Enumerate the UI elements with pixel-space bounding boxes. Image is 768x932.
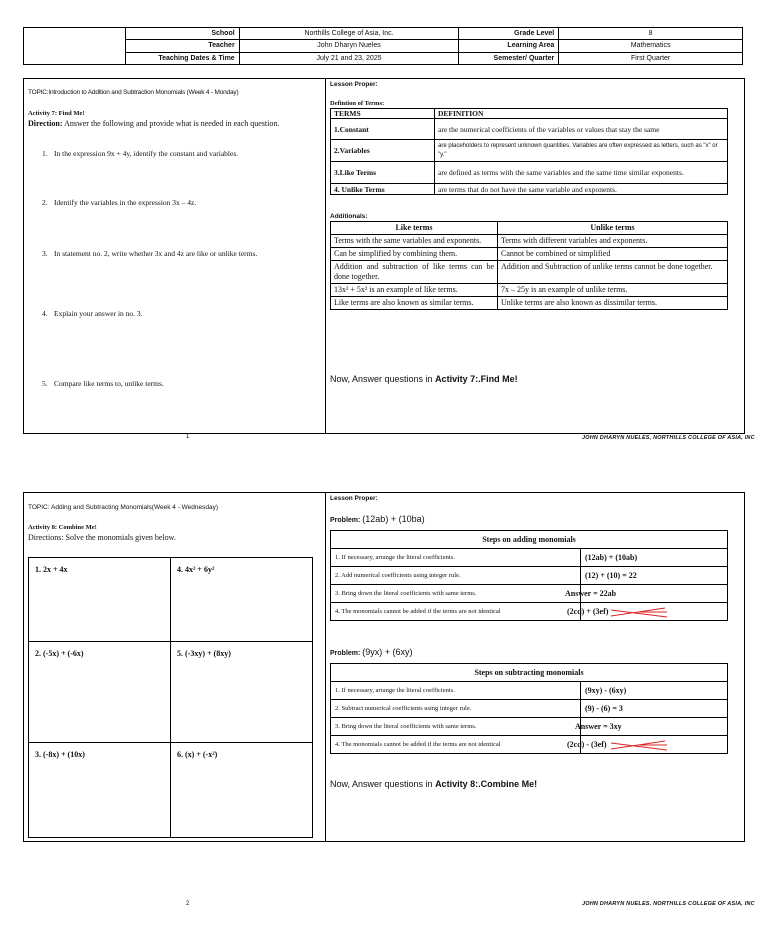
table-cell: Cannot be combined or simplified — [498, 248, 728, 261]
step-example: Answer = 3xy — [581, 718, 728, 736]
step-text: 2. Add numerical coefficients using integer rule. — [331, 567, 581, 585]
header-value: 8 — [559, 28, 743, 40]
header-value: John Dharyn Nueles — [239, 40, 459, 52]
header-label: Teaching Dates & Time — [125, 52, 239, 64]
closing-note: Now, Answer questions in Activity 7:.Find Me! — [330, 374, 518, 384]
additionals-table — [330, 221, 728, 310]
step-text: 4. The monomials cannot be added if the terms are not identical — [331, 603, 581, 621]
table-title: Steps on subtracting monomials — [331, 664, 728, 682]
table-cell: 7x – 25y is an example of unlike terms. — [498, 284, 728, 297]
directions: Directions: Solve the monomials given below. — [28, 533, 176, 542]
cross-out-mark — [609, 738, 669, 752]
definitions-table — [330, 108, 728, 195]
definition-cell: are terms that do not have the same variable and exponents. — [435, 184, 728, 195]
header-label: Semester/ Quarter — [459, 52, 559, 64]
question-1: 1. In the expression 9x + 4y, identify the constant and variables. — [42, 149, 239, 158]
term-cell: 3.Like Terms — [331, 162, 435, 184]
step-example: (2cd) - (3ef) — [581, 736, 728, 754]
page-2 — [23, 492, 745, 842]
header-label: Grade Level — [459, 28, 559, 40]
activity-title: Activity 7: Find Me! — [28, 110, 85, 117]
page-1 — [23, 78, 745, 434]
cross-out-mark — [609, 605, 669, 619]
header-table — [23, 27, 743, 65]
table-header: TERMS — [331, 109, 435, 119]
lesson-column — [326, 79, 744, 433]
problem-cell: 5. (-3xy) + (8xy) — [171, 642, 313, 743]
problem-cell: 4. 4x² + 6y² — [171, 558, 313, 642]
definition-cell: are the numerical coefficients of the variables or values that stay the same — [435, 119, 728, 140]
lesson-proper-label: Lesson Proper: — [330, 495, 378, 502]
step-example: (2cd) + (3ef) — [581, 603, 728, 621]
page-number: 1 — [186, 434, 190, 440]
direction — [28, 119, 322, 129]
question-5: 5. Compare like terms to, unlike terms. — [42, 379, 164, 388]
problem-1: Problem: (12ab) + (10ba) — [330, 514, 425, 524]
step-text: 1. If necessary, arrange the literal coefficients. — [331, 549, 581, 567]
header-value: First Quarter — [559, 52, 743, 64]
step-example: Answer = 22ab — [581, 585, 728, 603]
definition-title: Defintion of Terms: — [330, 100, 385, 107]
problem-cell: 6. (x) + (-x²) — [171, 743, 313, 838]
table-cell: Addition and subtraction of like terms can be done together. — [331, 261, 498, 284]
activity-column — [24, 79, 326, 433]
closing-note: Now, Answer questions in Activity 8:.Combine Me! — [330, 779, 538, 789]
header-value: Mathematics — [559, 40, 743, 52]
subtracting-steps-table — [330, 663, 728, 754]
problem-cell: 3. (-8x) + (10x) — [29, 743, 171, 838]
header-label: School — [125, 28, 239, 40]
header-blank-cell — [24, 28, 126, 65]
step-example: (9) - (6) = 3 — [581, 700, 728, 718]
step-text: 2. Subtract numerical coefficients using integer rule. — [331, 700, 581, 718]
page-number: 2 — [186, 901, 190, 907]
step-text: 3. Bring down the literal coefficients with same terms. — [331, 718, 581, 736]
footer-credit: JOHN DHARYN NUELES, NORTHILLS COLLEGE OF ASIA, INC — [582, 435, 755, 441]
table-title: Steps on adding monomials — [331, 531, 728, 549]
header-value: July 21 and 23, 2025 — [239, 52, 459, 64]
table-cell: Unlike terms are also known as dissimilar terms. — [498, 297, 728, 310]
direction-text: Answer the following and provide what is needed in each question. — [64, 119, 280, 128]
header-value: Northills College of Asia, Inc. — [239, 28, 459, 40]
question-4: 4. Explain your answer in no. 3. — [42, 309, 143, 318]
step-text: 3. Bring down the literal coefficients with same terms. — [331, 585, 581, 603]
step-example: (12) + (10) = 22 — [581, 567, 728, 585]
problem-2: Problem: (9yx) + (6xy) — [330, 647, 413, 657]
table-cell: Terms with the same variables and exponents. — [331, 235, 498, 248]
definition-cell: are placeholders to represent unknown quantities. Variables are often expressed as letters, such as "x" or "y." — [435, 140, 728, 162]
problem-cell: 1. 2x + 4x — [29, 558, 171, 642]
question-3: 3. In statement no. 2, write whether 3x and 4z are like or unlike terms. — [42, 249, 258, 258]
step-example: (12ab) + (10ab) — [581, 549, 728, 567]
step-text: 1. If necessary, arrange the literal coefficients. — [331, 682, 581, 700]
activity-column — [24, 493, 326, 841]
question-2: 2. Identify the variables in the expression 3x – 4z. — [42, 198, 197, 207]
table-cell: 13x² + 5x² is an example of like terms. — [331, 284, 498, 297]
header-label: Teacher — [125, 40, 239, 52]
step-text: 4. The monomials cannot be added if the terms are not identical — [331, 736, 581, 754]
lesson-column — [326, 493, 744, 841]
table-cell: Like terms are also known as similar terms. — [331, 297, 498, 310]
activity-title: Activity 8: Combine Me! — [28, 524, 97, 531]
table-header: Like terms — [331, 222, 498, 235]
table-cell: Can be simplified by combining them. — [331, 248, 498, 261]
table-cell: Terms with different variables and exponents. — [498, 235, 728, 248]
table-cell: Addition and Subtraction of unlike terms cannot be done together. — [498, 261, 728, 284]
footer-credit: JOHN DHARYN NUELES, NORTHILLS COLLEGE OF ASIA, INC — [582, 901, 755, 907]
topic: TOPIC:Introduction to Addition and Subtraction Monomials (Week 4 - Monday) — [28, 89, 239, 96]
definition-cell: are defined as terms with the same variables and the same time similar exponents. — [435, 162, 728, 184]
table-header: Unlike terms — [498, 222, 728, 235]
problem-cell: 2. (-5x) + (-6x) — [29, 642, 171, 743]
term-cell: 4. Unlike Terms — [331, 184, 435, 195]
adding-steps-table — [330, 530, 728, 621]
lesson-proper-label: Lesson Proper: — [330, 81, 378, 88]
step-example: (9xy) - (6xy) — [581, 682, 728, 700]
term-cell: 2.Variables — [331, 140, 435, 162]
table-header: DEFINITION — [435, 109, 728, 119]
direction-label: Direction: — [28, 119, 63, 128]
header-label: Learning Area — [459, 40, 559, 52]
problems-grid — [28, 557, 313, 838]
topic: TOPIC: Adding and Subtracting Monomials(Week 4 - Wednesday) — [28, 504, 219, 511]
additionals-title: Additionals: — [330, 213, 368, 220]
term-cell: 1.Constant — [331, 119, 435, 140]
